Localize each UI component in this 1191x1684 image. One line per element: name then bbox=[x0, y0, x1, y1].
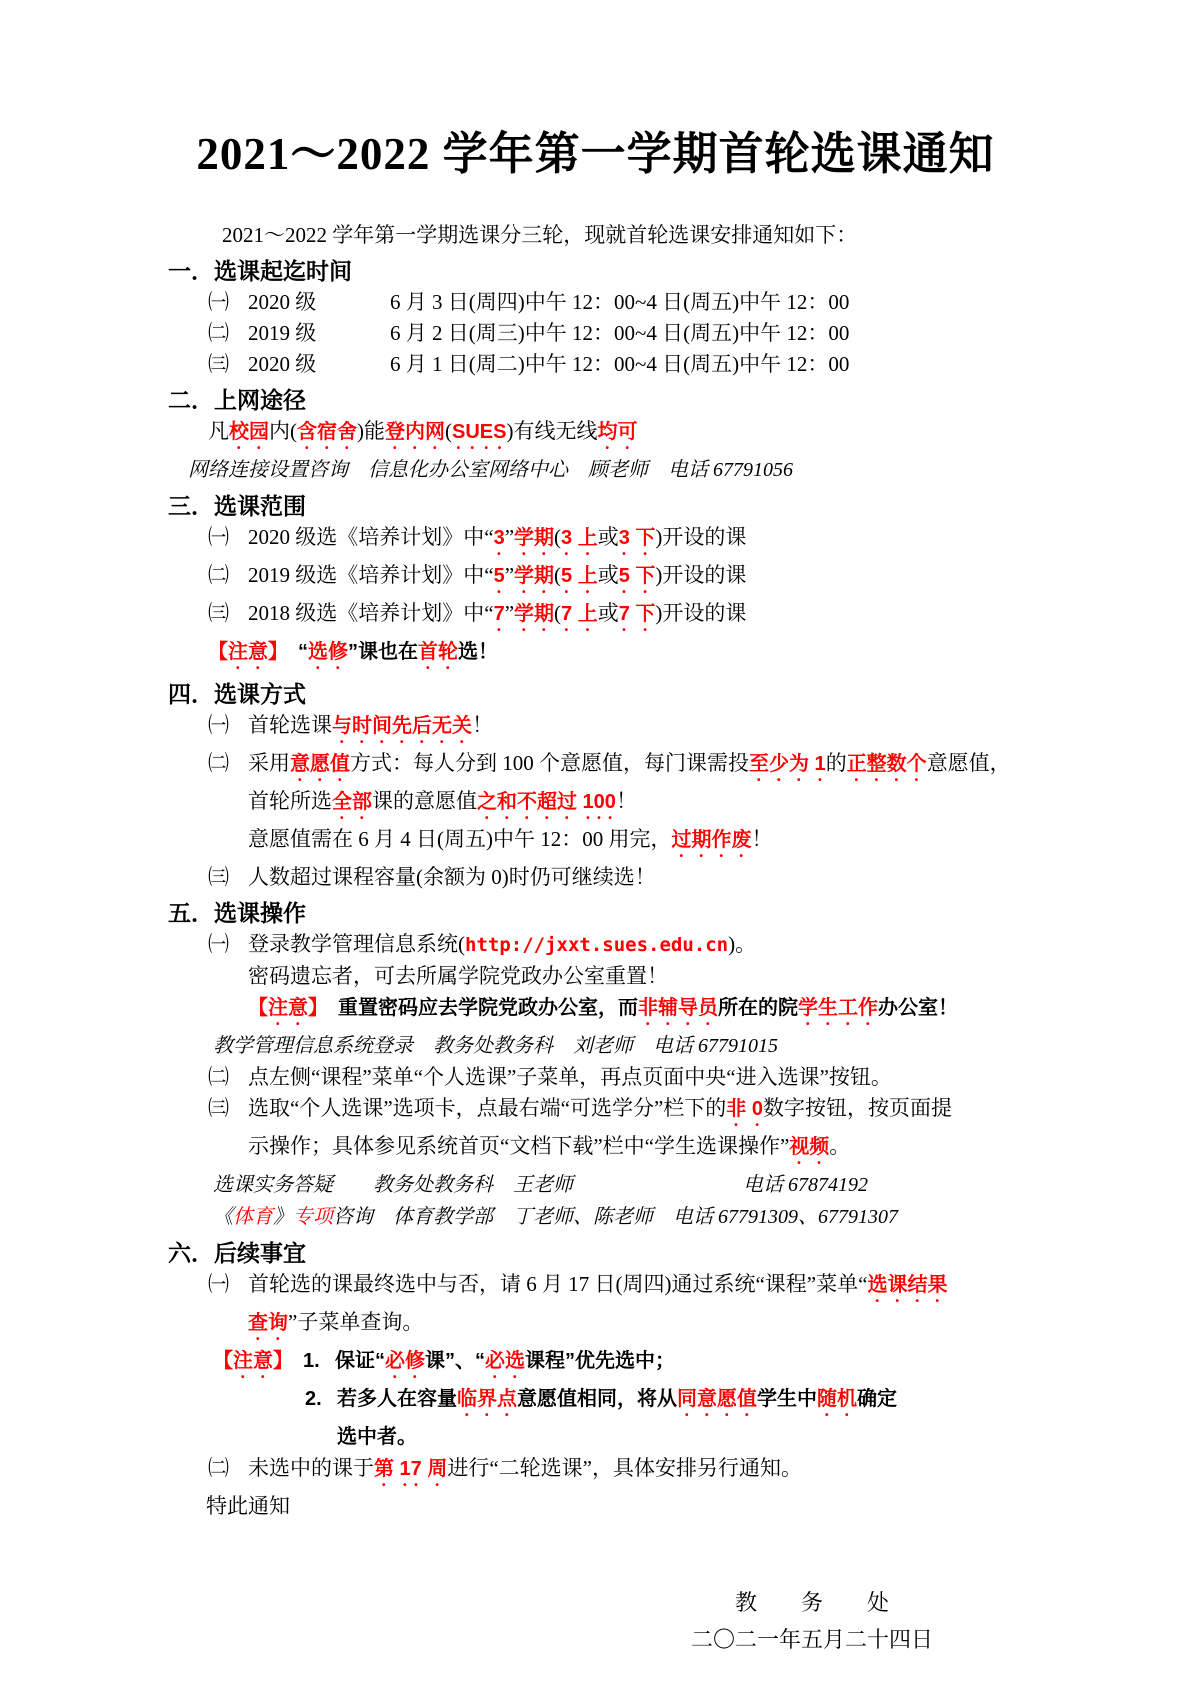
emphasis-red-text: 同意愿值 bbox=[677, 1388, 757, 1410]
doc-line bbox=[168, 862, 1103, 893]
emphasis-red-text: 非 0 bbox=[726, 1098, 763, 1120]
emphasis-red-text: 至少为 1 bbox=[749, 753, 826, 775]
section-heading: 一．选课起迄时间 bbox=[168, 258, 352, 284]
text-run: 采用 bbox=[248, 751, 290, 775]
text-run: 进行“二轮选课”，具体安排另行通知。 bbox=[447, 1456, 802, 1480]
text-run: )能 bbox=[357, 419, 385, 443]
emphasis-red-text: 【 bbox=[213, 1350, 233, 1372]
item-marker: ㈠ bbox=[208, 525, 229, 549]
doc-line bbox=[168, 1269, 1103, 1307]
text-run: 6 月 1 日(周二)中午 12：00~4 日(周五)中午 12：00 bbox=[390, 352, 850, 376]
text-run: 内( bbox=[269, 419, 297, 443]
text-run: 选！ bbox=[458, 641, 498, 663]
signature-office: 教 务 处 bbox=[734, 1590, 889, 1615]
emphasis-red-text: 7 bbox=[493, 603, 505, 625]
text-run: 若多人在容量 bbox=[337, 1388, 457, 1410]
text-run: 登录教学管理信息系统( bbox=[248, 932, 465, 956]
emphasis-red-text: 查询 bbox=[248, 1312, 288, 1334]
emphasis-red-text: SUES bbox=[452, 421, 507, 443]
text-run: 意愿值需在 6 月 4 日(周五)中午 12：00 用完， bbox=[248, 827, 672, 851]
text-run: 教学管理信息系统登录 教务处教务科 刘老师 电话 67791015 bbox=[213, 1035, 778, 1057]
text-run: 首轮选的课最终选中与否，请 6 月 17 日(周四)通过系统“课程”菜单“ bbox=[248, 1272, 868, 1296]
text-run: 体育 bbox=[233, 1206, 273, 1228]
emphasis-red-text: 必选 bbox=[485, 1350, 525, 1372]
emphasis-red-text: 注意 bbox=[228, 641, 268, 663]
emphasis-red-text: 3 下 bbox=[618, 527, 656, 549]
text-run: ！ bbox=[751, 827, 773, 851]
text-run: 所在的院 bbox=[718, 997, 798, 1019]
text-run: 咨询 体育教学部 丁老师、陈老师 电话 67791309、67791307 bbox=[333, 1206, 898, 1228]
text-run: )开设的课 bbox=[655, 563, 747, 587]
emphasis-red-text: 含宿舍 bbox=[297, 421, 357, 443]
signature-date: 二〇二一年五月二十四日 bbox=[690, 1627, 933, 1652]
text-run: ” bbox=[504, 525, 515, 549]
text-run: )开设的课 bbox=[655, 525, 747, 549]
text-run: 1. bbox=[303, 1350, 320, 1372]
text-run: ” bbox=[504, 601, 515, 625]
emphasis-red-text: 【 bbox=[248, 997, 268, 1019]
doc-body bbox=[168, 256, 1103, 1491]
emphasis-red-text: 选修 bbox=[308, 641, 348, 663]
doc-line bbox=[168, 598, 1103, 636]
text-run: 重置密码应去学院党政办公室，而 bbox=[318, 997, 638, 1019]
text-run: 2020 级 bbox=[248, 352, 317, 376]
emphasis-red-text: 】 bbox=[273, 1350, 293, 1372]
text-run: 点左侧“课程”菜单“个人选课”子菜单，再点页面中央“进入选课”按钮。 bbox=[248, 1065, 892, 1089]
item-marker: ㈢ bbox=[208, 1096, 229, 1120]
doc-line bbox=[168, 1093, 1103, 1131]
text-run: 课的意愿值 bbox=[372, 789, 477, 813]
text-run: 学生中 bbox=[757, 1388, 817, 1410]
emphasis-red-text: 】 bbox=[308, 997, 318, 1019]
text-run: 《 bbox=[213, 1206, 233, 1228]
doc-line bbox=[168, 287, 1103, 318]
emphasis-red-text: 5 上 bbox=[561, 565, 598, 587]
doc-line bbox=[168, 349, 1103, 380]
emphasis-red-text: 学期 bbox=[514, 603, 555, 625]
text-run: ( bbox=[445, 419, 452, 443]
emphasis-red-text: 学期 bbox=[514, 565, 555, 587]
emphasis-red-text: 之和不超过 100 bbox=[477, 791, 616, 813]
text-run: )。 bbox=[728, 932, 757, 956]
section-heading: 六．后续事宜 bbox=[168, 1240, 306, 1266]
emphasis-red-text: 首轮 bbox=[418, 641, 458, 663]
doc-line bbox=[168, 786, 1103, 824]
signature-block bbox=[691, 1584, 933, 1658]
doc-line bbox=[168, 1062, 1103, 1093]
section-heading: 五．选课操作 bbox=[168, 900, 306, 926]
emphasis-red-text: 7 下 bbox=[618, 603, 656, 625]
text-run: 专项 bbox=[293, 1206, 333, 1228]
section-heading: 二．上网途径 bbox=[168, 387, 306, 413]
notice-line bbox=[168, 992, 1103, 1030]
doc-line bbox=[168, 1030, 1103, 1062]
emphasis-red-text: 非辅导员 bbox=[638, 997, 718, 1019]
doc-content bbox=[0, 184, 1191, 1658]
doc-line bbox=[168, 1201, 1103, 1233]
doc-line bbox=[168, 1421, 1103, 1453]
intro-paragraph: 2021～2022 学年第一学期选课分三轮，现就首轮选课安排通知如下： bbox=[222, 223, 858, 247]
item-marker: ㈠ bbox=[208, 1272, 229, 1296]
emphasis-red-text: 5 下 bbox=[618, 565, 656, 587]
emphasis-red-text: 【 bbox=[208, 641, 228, 663]
text-run: ”子菜单查询。 bbox=[288, 1310, 424, 1334]
emphasis-red-text: 学期 bbox=[514, 527, 555, 549]
text-run: 方式：每人分到 100 个意愿值，每门课需投 bbox=[350, 751, 749, 775]
closing-line: 特此通知 bbox=[206, 1494, 290, 1518]
emphasis-red-text: 学生工作 bbox=[798, 997, 878, 1019]
item-marker: ㈡ bbox=[208, 563, 229, 587]
doc-line bbox=[168, 454, 1103, 486]
text-run: 2020 级 bbox=[248, 290, 317, 314]
emphasis-red-text: 视频 bbox=[789, 1136, 830, 1158]
emphasis-red-text: 意愿值 bbox=[290, 753, 350, 775]
emphasis-red-text: 均可 bbox=[597, 421, 638, 443]
text-run: “ bbox=[278, 641, 308, 663]
emphasis-red-text: 过期作废 bbox=[671, 829, 752, 851]
url-text: http://jxxt.sues.edu.cn bbox=[465, 934, 729, 956]
text-run: ！ bbox=[472, 713, 493, 737]
text-run: 网络连接设置咨询 信息化办公室网络中心 顾老师 电话 67791056 bbox=[188, 459, 793, 481]
item-marker: ㈡ bbox=[208, 751, 229, 775]
emphasis-red-text: 注意 bbox=[233, 1350, 273, 1372]
emphasis-red-text: 全部 bbox=[332, 791, 372, 813]
item-marker: ㈡ bbox=[208, 321, 229, 345]
emphasis-red-text: 临界点 bbox=[457, 1388, 517, 1410]
doc-line bbox=[168, 1383, 1103, 1421]
doc-line bbox=[168, 824, 1103, 862]
text-run: 人数超过课程容量(余额为 0)时仍可继续选！ bbox=[248, 865, 656, 889]
item-marker: ㈠ bbox=[208, 290, 229, 314]
doc-line bbox=[168, 961, 1103, 992]
doc-line bbox=[168, 318, 1103, 349]
text-run: 选取“个人选课”选项卡，点最右端“可选学分”栏下的 bbox=[248, 1096, 727, 1120]
text-run: ( bbox=[554, 525, 562, 549]
emphasis-red-text: 必修 bbox=[385, 1350, 425, 1372]
emphasis-red-text: 】 bbox=[268, 641, 278, 663]
doc-title: 2021～2022 学年第一学期首轮选课通知 bbox=[196, 129, 995, 179]
text-run: 2020 级选《培养计划》中“ bbox=[248, 525, 494, 549]
text-run: 6 月 2 日(周三)中午 12：00~4 日(周五)中午 12：00 bbox=[390, 321, 850, 345]
doc-line bbox=[168, 1131, 1103, 1169]
text-run: 确定 bbox=[857, 1388, 897, 1410]
emphasis-red-text: 正整数个 bbox=[846, 753, 927, 775]
emphasis-red-text: 注意 bbox=[268, 997, 308, 1019]
emphasis-red-text: 第 17 周 bbox=[374, 1458, 448, 1480]
emphasis-red-text: 随机 bbox=[817, 1388, 857, 1410]
text-run: 凡 bbox=[208, 419, 229, 443]
text-run: )有线无线 bbox=[506, 419, 598, 443]
text-run: 密码遗忘者，可去所属学院党政办公室重置！ bbox=[248, 964, 668, 988]
item-marker: ㈢ bbox=[208, 865, 229, 889]
emphasis-red-text: 3 bbox=[493, 527, 505, 549]
doc-line bbox=[168, 929, 1103, 961]
text-run: 未选中的课于 bbox=[248, 1456, 374, 1480]
text-run: 的 bbox=[825, 751, 847, 775]
emphasis-red-text: 3 上 bbox=[561, 527, 598, 549]
text-run: 2. bbox=[305, 1388, 322, 1410]
emphasis-red-text: 5 bbox=[493, 565, 505, 587]
text-run: 选中者。 bbox=[337, 1426, 417, 1448]
doc-line bbox=[168, 1307, 1103, 1345]
text-run: 6 月 3 日(周四)中午 12：00~4 日(周五)中午 12：00 bbox=[390, 290, 850, 314]
section-heading: 三．选课范围 bbox=[168, 493, 306, 519]
text-run: 课”、“ bbox=[425, 1350, 485, 1372]
text-run: ！ bbox=[615, 789, 637, 813]
text-run: 》 bbox=[273, 1206, 293, 1228]
text-run: ( bbox=[554, 563, 562, 587]
text-run: 选课实务答疑 教务处教务科 王老师 bbox=[213, 1174, 573, 1196]
emphasis-red-text: 选课结果 bbox=[867, 1274, 948, 1296]
doc-line bbox=[168, 416, 1103, 454]
emphasis-red-text: 7 上 bbox=[561, 603, 598, 625]
text-run: ” bbox=[504, 563, 515, 587]
doc-line bbox=[168, 1169, 1103, 1201]
text-run: 意愿值， bbox=[926, 751, 1011, 775]
text-run: 2018 级选《培养计划》中“ bbox=[248, 601, 494, 625]
text-run: 首轮选课 bbox=[248, 713, 332, 737]
text-run: 数字按钮，按页面提 bbox=[762, 1096, 952, 1120]
doc-line bbox=[168, 522, 1103, 560]
section-heading: 四．选课方式 bbox=[168, 681, 306, 707]
item-marker: ㈠ bbox=[208, 932, 229, 956]
item-marker: ㈡ bbox=[208, 1065, 229, 1089]
doc-line bbox=[168, 710, 1103, 748]
emphasis-red-text: 校园 bbox=[229, 421, 269, 443]
notice-line bbox=[168, 1345, 1103, 1383]
text-run: 办公室！ bbox=[878, 997, 958, 1019]
text-run: 意愿值相同，将从 bbox=[517, 1388, 677, 1410]
text-run: )开设的课 bbox=[655, 601, 747, 625]
notice-line bbox=[168, 636, 1103, 674]
text-run: ( bbox=[554, 601, 562, 625]
doc-line bbox=[168, 1453, 1103, 1491]
text-run: 或 bbox=[597, 525, 619, 549]
text-run: 或 bbox=[597, 601, 619, 625]
text-run: ”课也在 bbox=[348, 641, 418, 663]
text-run: 示操作；具体参见系统首页“文档下载”栏中“学生选课操作” bbox=[248, 1134, 790, 1158]
item-marker: ㈡ bbox=[208, 1456, 229, 1480]
emphasis-red-text: 与时间先后无关 bbox=[332, 715, 472, 737]
text-run: 。 bbox=[829, 1134, 851, 1158]
text-run: 或 bbox=[597, 563, 619, 587]
doc-line bbox=[168, 560, 1103, 598]
text-run: 电话 67874192 bbox=[743, 1174, 868, 1196]
item-marker: ㈢ bbox=[208, 601, 229, 625]
text-run: 首轮所选 bbox=[248, 789, 332, 813]
item-marker: ㈢ bbox=[208, 352, 229, 376]
item-marker: ㈠ bbox=[208, 713, 229, 737]
emphasis-red-text: 登内网 bbox=[385, 421, 445, 443]
text-run: 保证“ bbox=[335, 1350, 385, 1372]
text-run: 2019 级 bbox=[248, 321, 317, 345]
doc-line bbox=[168, 748, 1103, 786]
text-run: 课程”优先选中； bbox=[525, 1350, 675, 1372]
text-run: 2019 级选《培养计划》中“ bbox=[248, 563, 494, 587]
